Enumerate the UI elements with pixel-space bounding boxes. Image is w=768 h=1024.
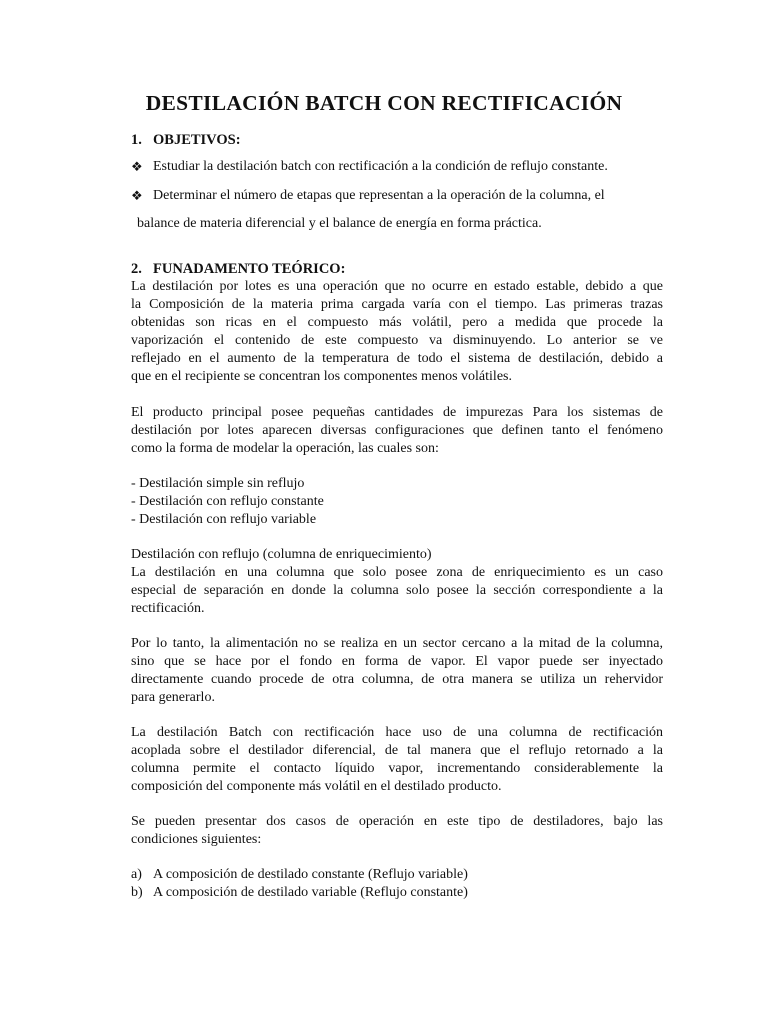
paragraph-line: vaporización el contenido de este compuesto va disminuyendo. Lo anterior se ve <box>131 333 663 348</box>
objective-bullet-2 <box>131 188 661 238</box>
paragraph-line: La destilación en una columna que solo posee zona de enriquecimiento es un caso <box>131 565 663 580</box>
list-item: - Destilación simple sin reflujo <box>131 476 305 491</box>
section-number: 2. <box>131 261 142 277</box>
paragraph-line: rectificación. <box>131 601 205 616</box>
paragraph-line: columna permite el contacto líquido vapor, incrementando considerablemente la <box>131 761 663 776</box>
paragraph-line: especial de separación en donde la columna solo posee la sección correspondiente a la <box>131 583 663 598</box>
section-number: 1. <box>131 132 142 148</box>
diamond-bullet-icon: ❖ <box>131 188 143 203</box>
paragraph-line: reflejado en el aumento de la temperatura de todo el sistema de destilación, debido a <box>131 351 663 366</box>
paragraph-line: que en el recipiente se concentran los componentes menos volátiles. <box>131 369 512 384</box>
paragraph-line: Por lo tanto, la alimentación no se realiza en un sector cercano a la mitad de la columna, <box>131 636 663 651</box>
case-item <box>131 885 468 901</box>
paragraph-subtitle: Destilación con reflujo (columna de enriquecimiento) <box>131 547 432 562</box>
case-label: a) <box>131 867 142 882</box>
paragraph-line: acoplada sobre el destilador diferencial, de tal manera que el reflujo retornado a la <box>131 743 663 758</box>
list-item: - Destilación con reflujo variable <box>131 512 317 527</box>
objective-text: Estudiar la destilación batch con rectificación a la condición de reflujo constante. <box>153 159 608 174</box>
paragraph-line: directamente cuando procede de otra columna, de otra manera se utiliza un rehervidor <box>131 672 663 687</box>
section-1-heading <box>131 132 241 149</box>
list-item: - Destilación con reflujo constante <box>131 494 324 509</box>
paragraph-line: Se pueden presentar dos casos de operación en este tipo de destiladores, bajo las <box>131 814 663 829</box>
case-item <box>131 867 468 883</box>
case-label: b) <box>131 885 143 900</box>
paragraph-line: para generarlo. <box>131 690 215 705</box>
objective-text-line-2: balance de materia diferencial y el balance de energía en forma práctica. <box>137 216 542 231</box>
paragraph-line: como la forma de modelar la operación, las cuales son: <box>131 441 439 456</box>
paragraph-line: La destilación por lotes es una operación que no ocurre en estado estable, debido a que <box>131 279 663 294</box>
paragraph-line: condiciones siguientes: <box>131 832 262 847</box>
case-text: A composición de destilado variable (Reflujo constante) <box>153 885 468 900</box>
paragraph-line: El producto principal posee pequeñas cantidades de impurezas Para los sistemas de <box>131 405 663 420</box>
paragraph-line: obtenidas son ricas en el compuesto más volátil, pero a medida que procede la <box>131 315 663 330</box>
paragraph-line: la Composición de la materia prima cargada varía con el tiempo. Las primeras trazas <box>131 297 663 312</box>
section-title: OBJETIVOS: <box>153 132 241 148</box>
objective-text-line-1: Determinar el número de etapas que representan a la operación de la columna, el <box>153 188 605 203</box>
section-title: FUNADAMENTO TEÓRICO: <box>153 261 346 277</box>
paragraph-line: La destilación Batch con rectificación hace uso de una columna de rectificación <box>131 725 663 740</box>
section-2-heading <box>131 261 345 278</box>
paragraph-line: composición del componente más volátil en el destilado producto. <box>131 779 502 794</box>
paragraph-line: destilación por lotes aparecen diversas configuraciones que definen tanto el fenómeno <box>131 423 663 438</box>
paragraph-line: sino que se hace por el fondo en forma de vapor. El vapor puede ser inyectado <box>131 654 663 669</box>
diamond-bullet-icon: ❖ <box>131 159 143 174</box>
document-title: DESTILACIÓN BATCH CON RECTIFICACIÓN <box>145 91 623 115</box>
case-text: A composición de destilado constante (Reflujo variable) <box>153 867 468 882</box>
objective-bullet-1 <box>131 159 661 179</box>
